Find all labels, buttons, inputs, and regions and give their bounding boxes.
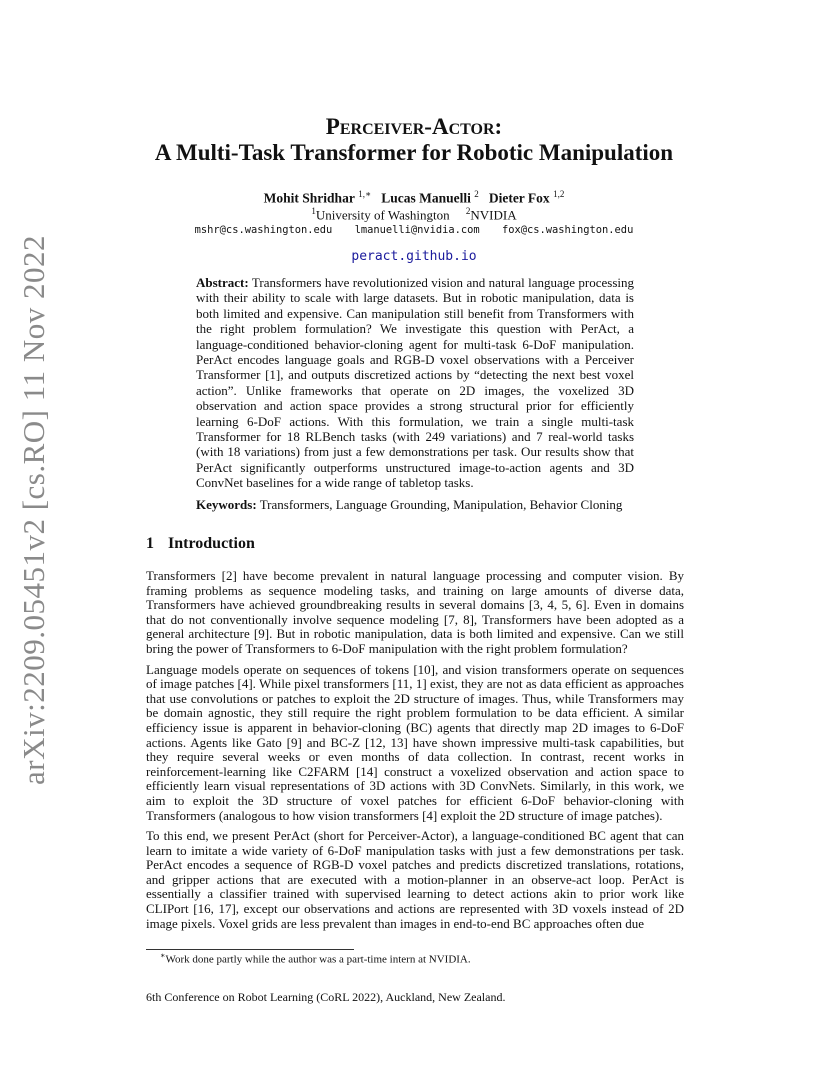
paper-title-line2: A Multi-Task Transformer for Robotic Manipulation (154, 140, 674, 165)
author-emails (0, 224, 828, 236)
arxiv-id: arXiv:2209.05451v2 [cs.RO] 11 Nov 2022 (16, 235, 51, 785)
intro-body (146, 569, 684, 937)
footnote (160, 951, 471, 966)
keywords (196, 497, 634, 513)
section-heading (146, 535, 255, 553)
affiliation: NVIDIA (470, 207, 517, 223)
author-name: Mohit Shridhar (263, 190, 355, 206)
paragraph: Transformers [2] have become prevalent in natural language processing and computer vision. By framing problems as sequence modeling tasks, and training on large amounts of diverse data, Transformers have achieved groundbreaking results in several domains [3, 4, 5, 6]. Even in domains that do not conventionally involve sequence modeling [7, 8], Transformers have been adopted as a general architecture [9]. But in robotic manipulation, data is both limited and expensive. Can we still bring the power of Transformers to 6-DoF manipulation with the right problem formulation? (146, 568, 684, 656)
paragraph: Language models operate on sequences of tokens [10], and vision transformers operate on sequences of image patches [4]. While pixel transformers [11, 1] exist, they are not as data efficient as approaches that use convolutions or patches to exploit the 2D structure of images. Thus, while Transformers may be domain agnostic, they still require the right problem formulation to be data efficient. A similar efficiency issue is apparent in behavior-cloning (BC) agents that directly map 2D images to 6-DoF actions. Agents like Gato [9] and BC-Z [12, 13] have shown impressive multi-task capabilities, but they require several weeks or even months of data collection. In contrast, recent works in reinforcement-learning like C2FARM [14] construct a voxelized observation and action space to efficiently learn visual representations of 3D actions with 3D ConvNets. Similarly, in this work, we aim to exploit the 3D structure of voxel patches for efficient 6-DoF behavior-cloning with Transformers (analogous to how vision transformers [4] exploit the 2D structure of image patches). (146, 661, 684, 823)
affiliations (0, 206, 828, 223)
paper-title-line1: Perceiver-Actor: (325, 114, 503, 139)
author-affil-mark: 2 (474, 189, 479, 199)
abstract (196, 275, 634, 491)
affil-mark: 2 (465, 206, 471, 216)
footnote-divider (146, 949, 354, 950)
email-link[interactable]: fox@cs.washington.edu (501, 224, 634, 236)
section-title: Introduction (168, 535, 255, 552)
author-name: Lucas Manuelli (381, 190, 471, 206)
affiliation: University of Washington (315, 207, 450, 223)
arxiv-sidebar (14, 235, 54, 785)
footnote-mark: ∗ (160, 951, 166, 960)
abstract-label: Abstract: (196, 275, 249, 290)
paragraph: To this end, we present PerAct (short for Perceiver-Actor), a language-conditioned BC agent that can learn to imitate a wide variety of 6-DoF manipulation tasks with just a few demonstrations per task. PerAct encodes a sequence of RGB-D voxel patches and predicts discretized translations, rotations, and gripper actions that are executed with a motion-planner in an observe-act loop. PerAct is essentially a classifier trained with supervised learning to detect actions akin to prior work like CLIPort [16, 17], except our observations and actions are represented with 3D voxels instead of 2D image pixels. Voxel grids are less prevalent than images in end-to-end BC approaches often due (146, 828, 684, 931)
abstract-text: Transformers have revolutionized vision and natural language processing with their ability to scale with large datasets. But in robotic manipulation, data is both limited and expensive. Can manipulation still benefit from Transformers with the right problem formulation? We investigate this question with PerAct, a language-conditioned behavior-cloning agent for multi-task 6-DoF manipulation. PerAct encodes language goals and RGB-D voxel observations with a Perceiver Transformer [1], and outputs discretized actions by “detecting the next best voxel action”. Unlike frameworks that operate on 2D images, the voxelized 3D observation and action space provides a strong structural prior for efficiently learning 6-DoF actions. With this formulation, we train a single multi-task Transformer for 18 RLBench tasks (with 249 variations) and 7 real-world tasks (with 18 variations) from just a few demonstrations per task. Our results show that PerAct significantly outperforms unstructured image-to-action agents and 3D ConvNet baselines for a wide range of tabletop tasks. (196, 275, 635, 491)
author-affil-mark: 1,∗ (358, 189, 372, 199)
keywords-text: Transformers, Language Grounding, Manipulation, Behavior Cloning (259, 497, 623, 512)
keywords-label: Keywords: (196, 497, 257, 512)
project-url-link[interactable]: peract.github.io (351, 249, 477, 264)
author-name: Dieter Fox (488, 190, 550, 206)
author-list (0, 189, 828, 207)
venue-note: 6th Conference on Robot Learning (CoRL 2022), Auckland, New Zealand. (146, 990, 506, 1004)
footnote-text: Work done partly while the author was a part-time intern at NVIDIA. (165, 953, 471, 966)
email-link[interactable]: mshr@cs.washington.edu (194, 224, 333, 236)
email-link[interactable]: lmanuelli@nvidia.com (354, 224, 480, 236)
affil-mark: 1 (311, 206, 316, 216)
author-affil-mark: 1,2 (553, 189, 565, 199)
section-number: 1 (146, 535, 154, 552)
